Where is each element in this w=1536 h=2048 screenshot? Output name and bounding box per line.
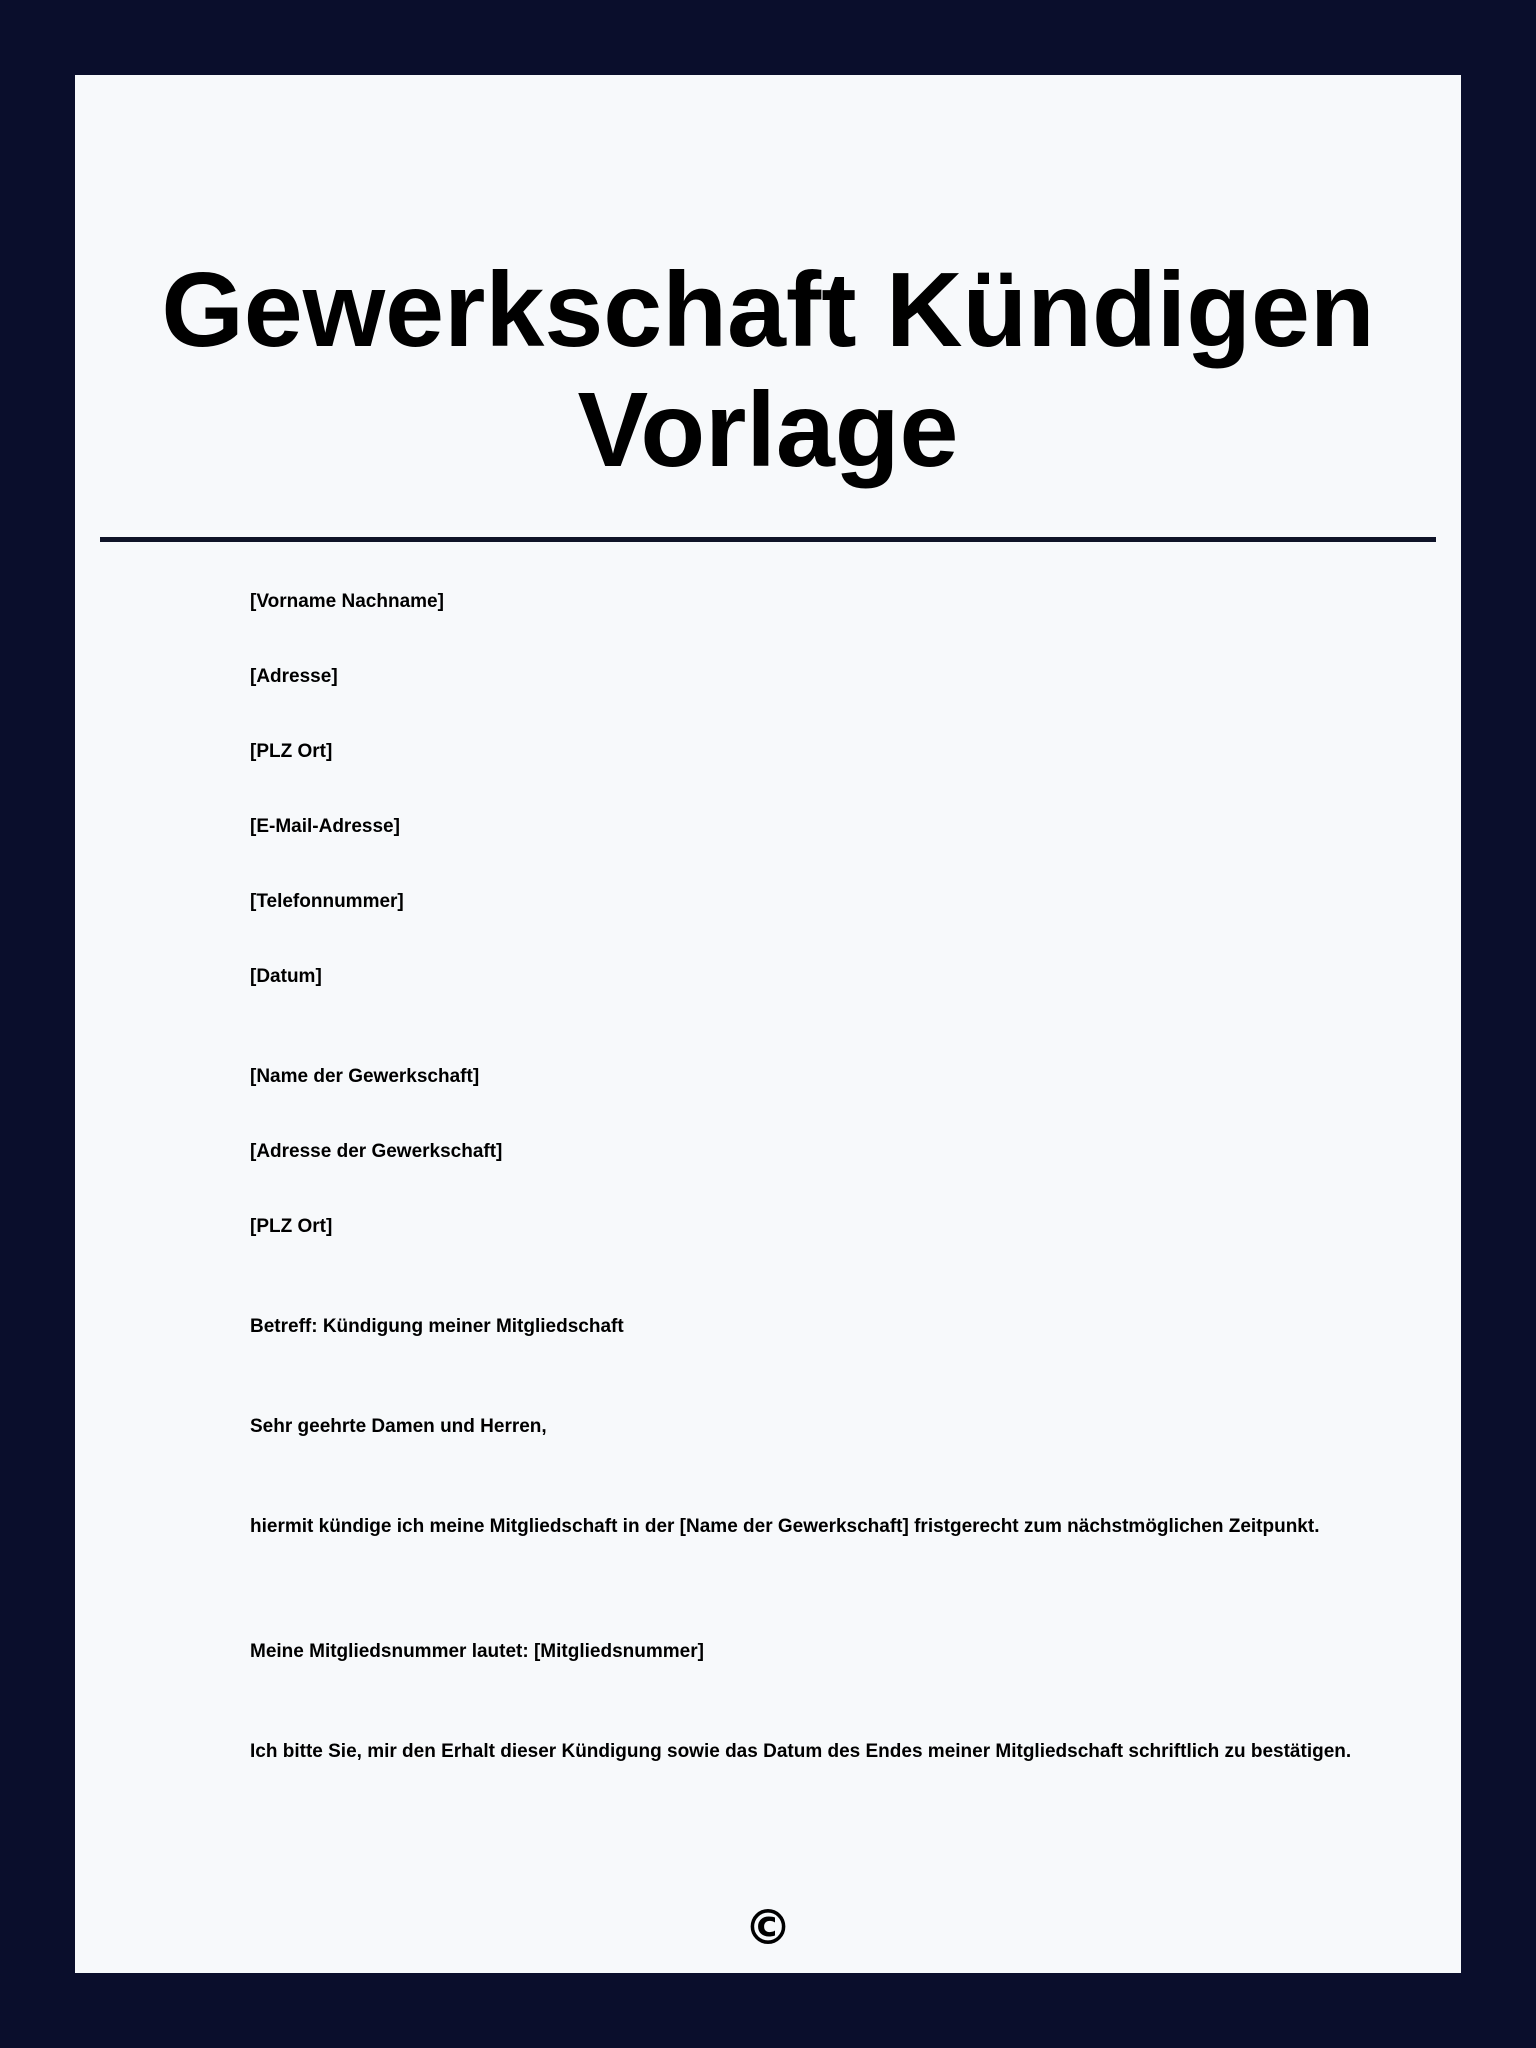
sender-email: [E-Mail-Adresse] [250,816,400,837]
letter-salutation: Sehr geehrte Damen und Herren, [250,1416,547,1437]
sender-postal-city: [PLZ Ort] [250,741,333,762]
sender-address: [Adresse] [250,666,338,687]
recipient-name: [Name der Gewerkschaft] [250,1066,480,1087]
title-divider [100,537,1436,542]
body-paragraph: hiermit kündige ich meine Mitgliedschaft in der [Name der Gewerkschaft] fristgerecht zum nächstmöglichen Zeitpunkt. [250,1516,1320,1537]
copyright-icon: © [744,1900,792,1956]
sender-name: [Vorname Nachname] [250,591,444,612]
document-page [75,75,1461,1973]
letter-subject: Betreff: Kündigung meiner Mitgliedschaft [250,1316,624,1337]
recipient-postal-city: [PLZ Ort] [250,1216,333,1237]
body-paragraph: Ich bitte Sie, mir den Erhalt dieser Kündigung sowie das Datum des Endes meiner Mitgliedschaft schriftlich zu bestätigen. [250,1741,1352,1762]
sender-phone: [Telefonnummer] [250,891,404,912]
document-title: Gewerkschaft Kündigen Vorlage [161,251,1375,489]
recipient-address: [Adresse der Gewerkschaft] [250,1141,503,1162]
body-paragraph: Meine Mitgliedsnummer lautet: [Mitgliedsnummer] [250,1641,704,1662]
letter-date: [Datum] [250,966,322,987]
